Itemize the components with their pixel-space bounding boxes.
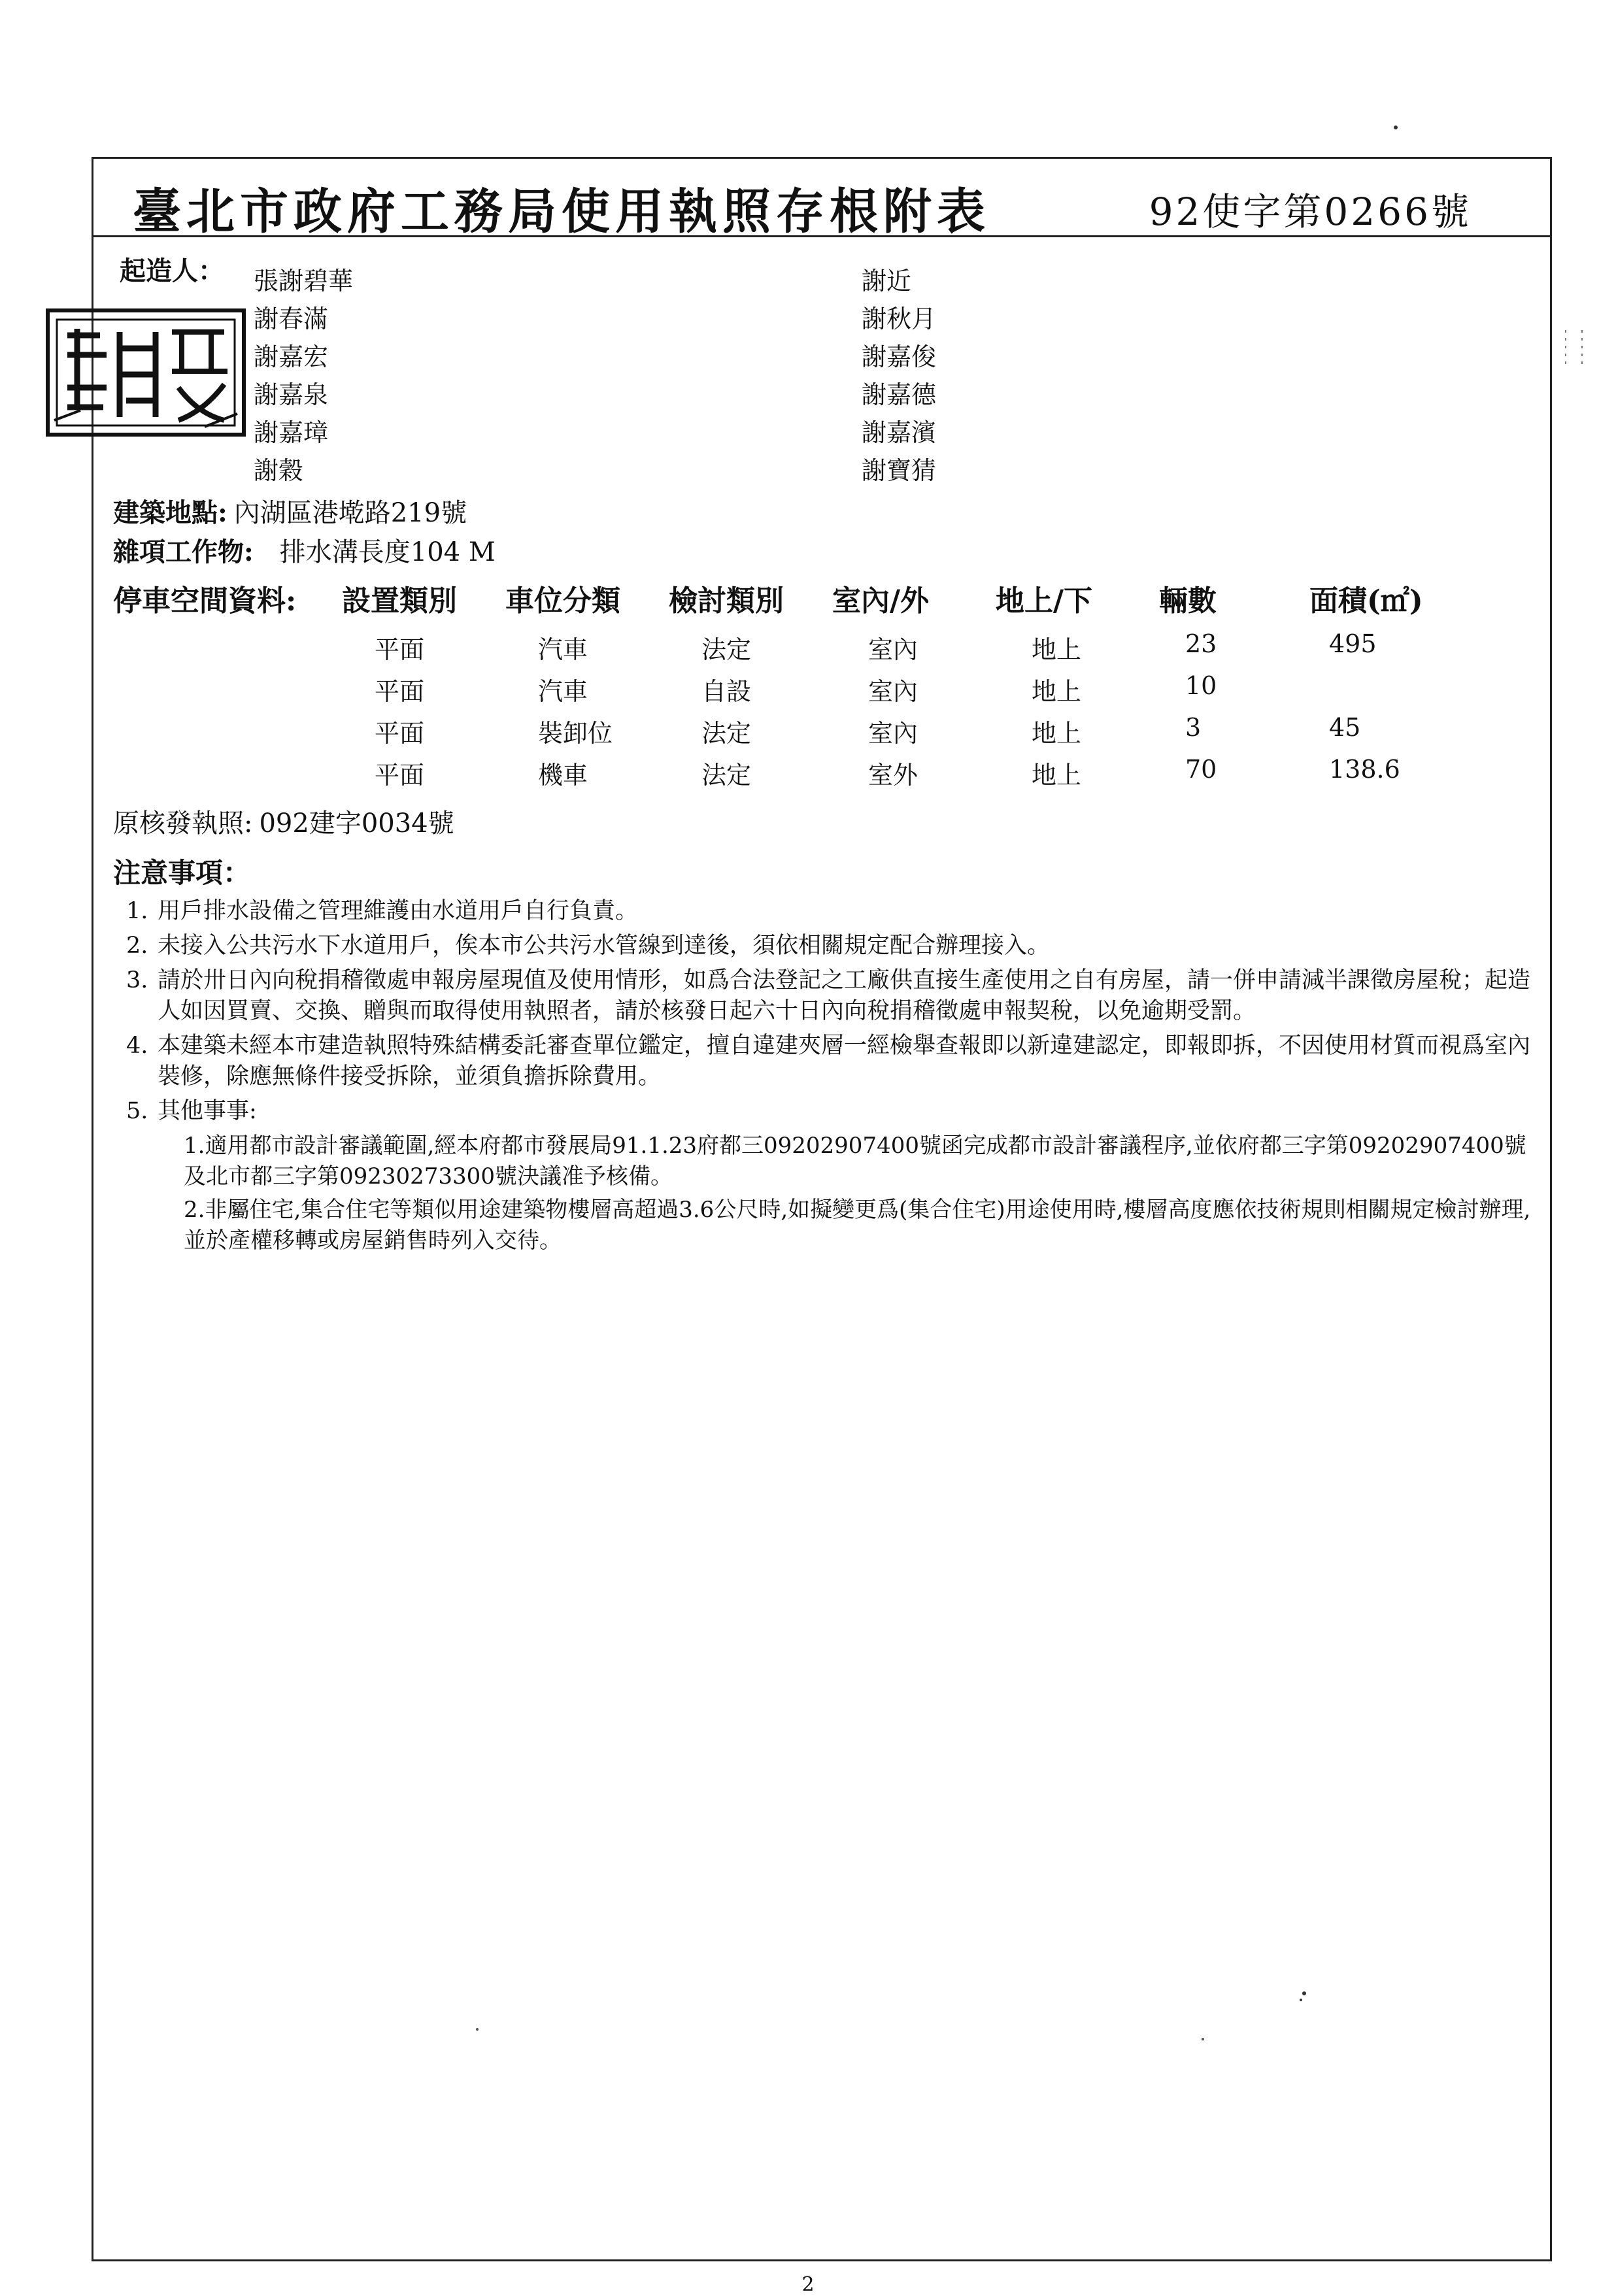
parking-column-header: 輛數 [1159, 584, 1217, 618]
document-title: 臺北市政府工務局使用執照存根附表 [133, 184, 990, 240]
applicant-name: 謝近 [862, 267, 912, 295]
parking-cell: 機車 [538, 761, 588, 790]
notes-title: 注意事項： [113, 857, 251, 889]
parking-cell: 平面 [375, 719, 425, 748]
applicant-name: 謝嘉俊 [862, 342, 937, 371]
parking-cell: 地上 [1032, 761, 1082, 790]
note-text: 請於卅日內向稅捐稽徵處申報房屋現值及使用情形，如爲合法登記之工廠供直接生產使用之自有房屋，請一併申請減半課徵房屋稅；起造人如因買賣、交換、贈與而取得使用執照者，請於核發日起六十日內向稅捐稽徵處申報契稅，以免逾期受罰。 [158, 967, 1531, 1024]
applicant-name: 謝嘉濱 [862, 418, 937, 447]
parking-cell: 室外 [868, 761, 918, 790]
parking-cell: 法定 [701, 719, 752, 748]
parking-cell: 裝卸位 [538, 719, 613, 748]
applicant-name: 張謝碧華 [254, 267, 354, 295]
note-text: 用戶排水設備之管理維護由水道用戶自行負責。 [158, 898, 639, 924]
parking-cell: 地上 [1032, 677, 1082, 706]
site-address-label: 建築地點: [113, 497, 227, 528]
original-permit-value: 092建字0034號 [259, 808, 454, 839]
parking-column-header: 地上/下 [996, 584, 1093, 618]
note-number: 2. [126, 933, 148, 959]
permit-number: 92使字第0266號 [1149, 190, 1472, 234]
applicant-name: 謝嘉宏 [254, 342, 329, 371]
parking-cell: 平面 [375, 635, 425, 664]
applicant-name: 謝寶猜 [862, 456, 937, 485]
applicant-name: 謝嘉泉 [254, 380, 329, 409]
applicants-label: 起造人： [120, 256, 224, 286]
parking-cell: 室內 [868, 635, 918, 664]
parking-cell: 495 [1329, 629, 1377, 658]
applicant-name: 謝穀 [254, 456, 304, 485]
note-number: 3. [126, 967, 148, 993]
parking-column-header: 面積(㎡) [1309, 584, 1423, 618]
parking-column-header: 車位分類 [505, 584, 620, 618]
parking-cell: 45 [1329, 713, 1361, 742]
parking-cell: 地上 [1032, 719, 1082, 748]
misc-works-label: 雜項工作物: [113, 537, 254, 567]
parking-cell: 10 [1185, 671, 1217, 700]
parking-cell: 室內 [868, 719, 918, 748]
note-number: 4. [126, 1033, 148, 1059]
applicant-name: 謝嘉璋 [254, 418, 329, 447]
parking-cell: 3 [1185, 713, 1202, 742]
parking-column-header: 檢討類別 [669, 584, 784, 618]
parking-cell: 138.6 [1329, 755, 1400, 784]
parking-label: 停車空間資料: [113, 584, 297, 618]
parking-cell: 法定 [701, 635, 752, 664]
parking-cell: 汽車 [538, 677, 588, 706]
note-number: 5. [126, 1098, 148, 1124]
parking-cell: 70 [1185, 755, 1217, 784]
note-sub-item: 2.非屬住宅,集合住宅等類似用途建築物樓層高超過3.6公尺時,如擬變更爲(集合住宅)用途使用時,樓層高度應依技術規則相關規定檢討辦理,並於產權移轉或房屋銷售時列入交待。 [184, 1197, 1531, 1254]
note-text: 其他事事: [158, 1098, 257, 1124]
misc-works-value: 排水溝長度104 M [279, 537, 496, 567]
parking-cell: 室內 [868, 677, 918, 706]
note-text: 本建築未經本市建造執照特殊結構委託審查單位鑑定，擅自違建夾層一經檢舉查報即以新違建認定，即報即拆，不因使用材質而視爲室內裝修，除應無條件接受拆除，並須負擔拆除費用。 [158, 1033, 1531, 1090]
applicant-name: 謝秋月 [862, 305, 937, 333]
applicant-name: 謝春滿 [254, 305, 329, 333]
page-number: 2 [801, 2273, 815, 2296]
parking-cell: 地上 [1032, 635, 1082, 664]
note-number: 1. [126, 898, 148, 924]
note-text: 未接入公共污水下水道用戶，俟本市公共污水管線到達後，須依相關規定配合辦理接入。 [158, 933, 1051, 959]
parking-cell: 法定 [701, 761, 752, 790]
parking-cell: 自設 [701, 677, 752, 706]
parking-column-header: 設置類別 [342, 584, 457, 618]
note-sub-item: 1.適用都市設計審議範圍,經本府都市發展局91.1.23府都三09202907400號函完成都市設計審議程序,並依府都三字第09202907400號及北市都三字第09230273300號決議准予核備。 [184, 1133, 1526, 1190]
parking-cell: 平面 [375, 677, 425, 706]
parking-cell: 23 [1185, 629, 1217, 658]
site-address-value: 內湖區港墘路219號 [233, 498, 467, 528]
parking-cell: 平面 [375, 761, 425, 790]
parking-column-header: 室內/外 [832, 584, 930, 618]
parking-cell: 汽車 [538, 635, 588, 664]
applicant-name: 謝嘉德 [862, 380, 937, 409]
original-permit-label: 原核發執照: [113, 808, 253, 839]
